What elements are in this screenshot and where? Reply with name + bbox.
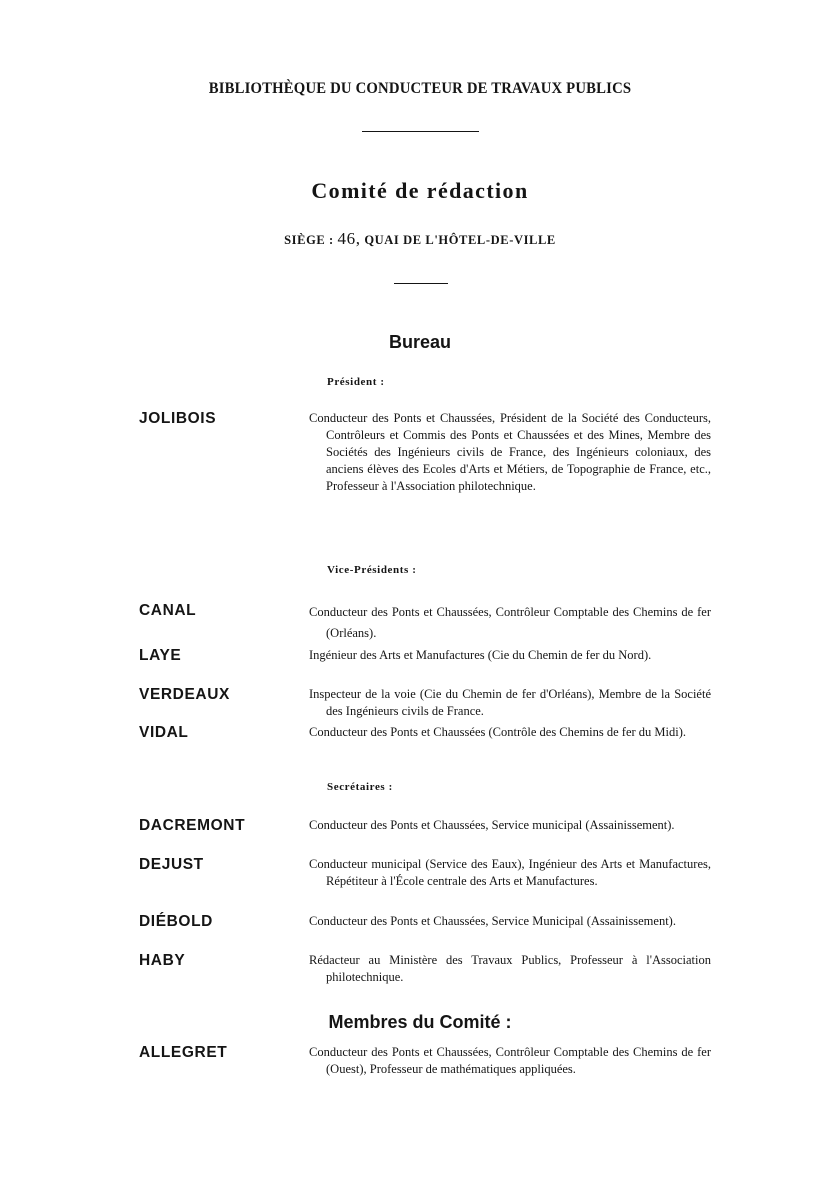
members-heading: Membres du Comité : — [328, 1012, 512, 1032]
member-description: Conducteur municipal (Service des Eaux), Ingénieur des Arts et Manufactures, Répétiteur à l'École centrale des Arts et Manufactures. — [309, 857, 711, 888]
member-description: Conducteur des Ponts et Chaussées, Président de la Société des Conducteurs, Contrôleurs et Commis des Ponts et Chaussées et des Mines, Membre des Sociétés des Ingénieurs civils de France, des Ingénieurs coloniaux, des anciens élèves des Ecoles d'Arts et Métiers, de Topographie de France, etc., Professeur à l'Association philotechnique. — [309, 411, 711, 493]
divider-rule-middle — [394, 283, 448, 284]
member-name: VERDEAUX — [139, 686, 230, 703]
member-name: HABY — [139, 952, 186, 969]
siege-address: QUAI DE L'HÔTEL-DE-VILLE — [364, 233, 556, 247]
series-title: BIBLIOTHÈQUE DU CONDUCTEUR DE TRAVAUX PUBLICS — [208, 80, 632, 97]
president-label: Président : — [327, 376, 385, 388]
member-name: CANAL — [139, 602, 197, 619]
member-description: Conducteur des Ponts et Chaussées (Contrôle des Chemins de fer du Midi). — [309, 725, 687, 739]
member-name: DIÉBOLD — [139, 913, 213, 930]
committee-title: Comité de rédaction — [311, 178, 529, 203]
siege-label: SIÈGE : — [284, 233, 334, 247]
member-description: Conducteur des Ponts et Chaussées, Contrôleur Comptable des Chemins de fer (Ouest), Professeur de mathématiques appliquées. — [309, 1045, 711, 1076]
member-name: JOLIBOIS — [139, 410, 217, 427]
divider-rule-top — [362, 131, 479, 132]
member-name: VIDAL — [139, 724, 189, 741]
member-name: ALLEGRET — [139, 1044, 228, 1061]
bureau-heading: Bureau — [388, 332, 451, 352]
headquarters-address — [0, 229, 840, 249]
member-description: Rédacteur au Ministère des Travaux Publics, Professeur à l'Association philotechnique. — [309, 953, 711, 984]
vice-presidents-label: Vice-Présidents : — [327, 564, 417, 576]
member-name: LAYE — [139, 647, 182, 664]
member-description: Ingénieur des Arts et Manufactures (Cie du Chemin de fer du Nord). — [309, 648, 652, 662]
secretaries-label: Secrétaires : — [327, 781, 393, 793]
member-name: DACREMONT — [139, 817, 246, 834]
member-description: Conducteur des Ponts et Chaussées, Service municipal (Assainissement). — [309, 818, 675, 832]
member-description: Conducteur des Ponts et Chaussées, Service Municipal (Assainissement). — [309, 914, 676, 928]
siege-number: 46, — [337, 229, 361, 248]
member-name: DEJUST — [139, 856, 204, 873]
member-description: Inspecteur de la voie (Cie du Chemin de fer d'Orléans), Membre de la Société des Ingénieurs civils de France. — [309, 687, 711, 718]
member-description: Conducteur des Ponts et Chaussées, Contrôleur Comptable des Chemins de fer (Orléans). — [309, 605, 711, 640]
